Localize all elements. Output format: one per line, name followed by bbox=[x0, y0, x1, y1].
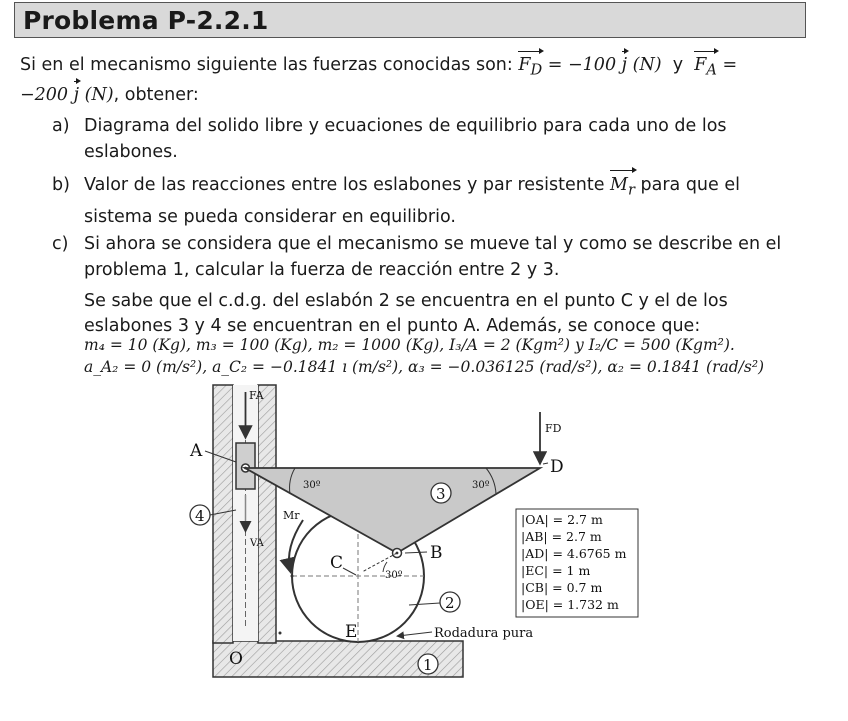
label-e: E bbox=[345, 622, 358, 642]
dim-cb: |CB| = 0.7 m bbox=[521, 580, 603, 595]
item-a-text: Diagrama del solido libre y ecuaciones de equilibrio para cada uno de los eslabones. bbox=[84, 116, 727, 162]
fa-eq: = bbox=[716, 55, 738, 75]
link-number-3 bbox=[431, 483, 451, 503]
label-rodadura: Rodadura pura bbox=[434, 626, 534, 641]
link-number-2 bbox=[440, 592, 460, 612]
item-c-text: Si ahora se considera que el mecanismo se mueve tal y como se describe en el problema 1, calcular la fuerza de reacción entre 2 y 3. bbox=[84, 234, 782, 280]
item-b-label: b) bbox=[52, 175, 70, 195]
fa-sub: A bbox=[706, 61, 717, 79]
link-number-3-text: 3 bbox=[436, 485, 446, 503]
label-a: A bbox=[190, 441, 203, 461]
dim-oe: |OE| = 1.732 m bbox=[521, 597, 619, 612]
fa-symbol: F bbox=[694, 55, 707, 75]
link-number-1-text: 1 bbox=[423, 656, 433, 674]
intro-rest: , obtener: bbox=[113, 84, 199, 105]
label-mr: Mr bbox=[283, 509, 300, 522]
fd-sub: D bbox=[530, 61, 543, 79]
item-b-pre: Valor de las reacciones entre los eslabones y par resistente bbox=[84, 175, 611, 195]
fd-unit: (N) bbox=[627, 55, 662, 75]
label-angle-1: 30º bbox=[303, 480, 321, 491]
label-b: B bbox=[430, 543, 443, 563]
j-unit-vector-2: j bbox=[74, 83, 79, 108]
link-number-4 bbox=[190, 505, 210, 525]
fa-unit: (N) bbox=[79, 84, 114, 105]
right-guide-wall bbox=[258, 385, 276, 643]
item-b-post: para que el sistema se pueda considerar en equilibrio. bbox=[84, 175, 740, 227]
fa-value: −200 bbox=[20, 84, 74, 105]
known-values-line1: m₄ = 10 (Kg), m₃ = 100 (Kg), m₂ = 1000 (Kg), I₃/A = 2 (Kgm²) y I₂/C = 500 (Kgm²). bbox=[84, 336, 735, 354]
intro-text: Si en el mecanismo siguiente las fuerzas conocidas son: bbox=[20, 55, 519, 75]
fd-symbol: F bbox=[518, 55, 531, 75]
known-text: Se sabe que el c.d.g. del eslabón 2 se encuentra en el punto C y el de los eslabones 3 y 4 se encuentran en el punto A. Además, se conoce que: bbox=[84, 291, 728, 336]
label-va: VA bbox=[250, 538, 264, 549]
link-number-4-text: 4 bbox=[195, 507, 205, 525]
dim-ec: |EC| = 1 m bbox=[521, 563, 591, 578]
problem-title: Problema P-2.2.1 bbox=[23, 6, 269, 35]
label-d: D bbox=[550, 457, 564, 477]
mr-symbol: M bbox=[610, 175, 628, 195]
label-angle-3: 30º bbox=[385, 570, 403, 581]
intro-y: y bbox=[661, 55, 695, 75]
dim-oa: |OA| = 2.7 m bbox=[521, 512, 603, 527]
fd-value: = −100 bbox=[542, 55, 622, 75]
dim-ad: |AD| = 4.6765 m bbox=[521, 546, 627, 561]
link-number-1 bbox=[418, 654, 438, 674]
label-angle-2: 30º bbox=[472, 480, 490, 491]
item-a-label: a) bbox=[52, 116, 70, 136]
dim-ab: |AB| = 2.7 m bbox=[521, 529, 602, 544]
item-c-label: c) bbox=[52, 234, 69, 254]
label-fd: FD bbox=[545, 422, 562, 435]
mr-sub: r bbox=[627, 181, 635, 199]
label-fa: FA bbox=[249, 389, 264, 402]
j-unit-vector: j bbox=[622, 53, 627, 78]
known-values-line2: a_A₂ = 0 (m/s²), a_C₂ = −0.1841 ı (m/s²), α₃ = −0.036125 (rad/s²), α₂ = 0.1841 (rad/s²) bbox=[84, 358, 765, 376]
label-c: C bbox=[330, 553, 344, 573]
label-o: O bbox=[229, 649, 243, 669]
link-number-2-text: 2 bbox=[445, 594, 455, 612]
